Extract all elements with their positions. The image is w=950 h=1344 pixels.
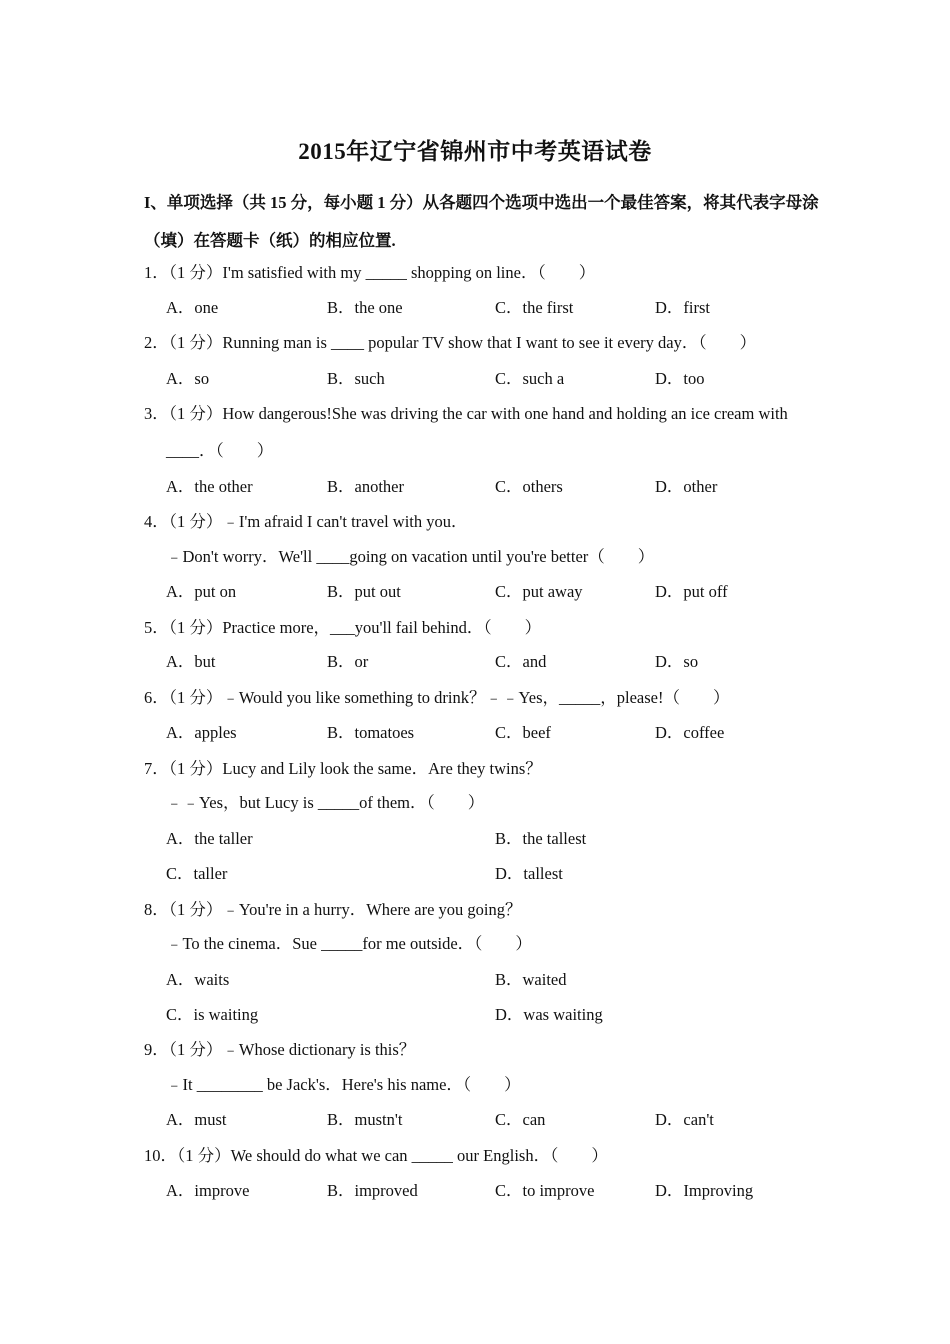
- question-8-stem: 8．（1 分）﹣You're in a hurry．Where are you going？: [144, 900, 522, 919]
- question-1-option-d: D．first: [655, 298, 710, 317]
- question-7-stem-line-2: ﹣﹣Yes，but Lucy is _____of them．（ ）: [166, 793, 485, 812]
- section-heading: I、单项选择（共 15 分，每小题 1 分）从各题四个选项中选出一个最佳答案，将其代表字母涂（填）在答题卡（纸）的相应位置.: [144, 193, 819, 250]
- question-9-stem: 9．（1 分）﹣Whose dictionary is this？: [144, 1040, 416, 1059]
- question-2-option-c: C．such a: [495, 369, 565, 388]
- question-8-option-d: D．was waiting: [495, 1005, 603, 1024]
- question-1-option-c: C．the first: [495, 298, 574, 317]
- question-6-option-a: A．apples: [166, 723, 237, 742]
- question-4-stem-line-2: ﹣Don't worry．We'll ____going on vacation until you're better（ ）: [166, 547, 655, 566]
- question-3-option-b: B．another: [327, 477, 404, 496]
- question-7-option-a: A．the taller: [166, 829, 253, 848]
- question-3-option-d: D．other: [655, 477, 718, 496]
- question-8-option-c: C．is waiting: [166, 1005, 259, 1024]
- question-10-option-b: B．improved: [327, 1181, 418, 1200]
- question-4-option-a: A．put on: [166, 582, 237, 601]
- question-3-option-c: C．others: [495, 477, 563, 496]
- question-5-option-c: C．and: [495, 652, 547, 671]
- question-9-option-a: A．must: [166, 1110, 227, 1129]
- question-10-option-a: A．improve: [166, 1181, 250, 1200]
- question-2-option-a: A．so: [166, 369, 210, 388]
- question-1-option-a: A．one: [166, 298, 219, 317]
- question-10-stem: 10．（1 分）We should do what we can _____ our English．（ ）: [144, 1146, 608, 1165]
- question-9-option-d: D．can't: [655, 1110, 714, 1129]
- question-7-option-c: C．taller: [166, 864, 228, 883]
- question-9-stem-line-2: ﹣It ________ be Jack's．Here's his name．（ ）: [166, 1075, 521, 1094]
- question-4-option-d: D．put off: [655, 582, 728, 601]
- question-1-stem: 1．（1 分）I'm satisfied with my _____ shopping on line．（ ）: [144, 263, 596, 282]
- question-4-option-b: B．put out: [327, 582, 401, 601]
- question-6-option-c: C．beef: [495, 723, 551, 742]
- question-10-option-d: D．Improving: [655, 1181, 754, 1200]
- question-7-option-d: D．tallest: [495, 864, 563, 883]
- question-4-stem: 4．（1 分）﹣I'm afraid I can't travel with you．: [144, 512, 468, 531]
- question-4-option-c: C．put away: [495, 582, 583, 601]
- question-2-option-b: B．such: [327, 369, 385, 388]
- question-7-option-b: B．the tallest: [495, 829, 587, 848]
- question-8-stem-line-2: ﹣To the cinema．Sue _____for me outside．（ ）: [166, 934, 532, 953]
- question-3-stem-line-2: ____．（ ）: [166, 441, 274, 460]
- question-9-option-c: C．can: [495, 1110, 546, 1129]
- question-2-option-d: D．too: [655, 369, 705, 388]
- question-8-option-a: A．waits: [166, 970, 230, 989]
- question-9-option-b: B．mustn't: [327, 1110, 403, 1129]
- question-3-option-a: A．the other: [166, 477, 253, 496]
- question-7-stem: 7．（1 分）Lucy and Lily look the same．Are they twins？: [144, 759, 542, 778]
- question-6-option-b: B．tomatoes: [327, 723, 415, 742]
- question-1-option-b: B．the one: [327, 298, 403, 317]
- question-8-option-b: B．waited: [495, 970, 567, 989]
- question-5-option-b: B．or: [327, 652, 369, 671]
- question-5-option-a: A．but: [166, 652, 216, 671]
- question-3-stem: 3．（1 分）How dangerous!She was driving the car with one hand and holding an ice cream with: [144, 404, 788, 423]
- question-6-stem: 6．（1 分）﹣Would you like something to drink？﹣﹣Yes，_____，please!（ ）: [144, 688, 730, 707]
- question-2-stem: 2．（1 分）Running man is ____ popular TV show that I want to see it every day．（ ）: [144, 333, 757, 352]
- question-5-option-d: D．so: [655, 652, 699, 671]
- question-10-option-c: C．to improve: [495, 1181, 595, 1200]
- page-title: 2015年辽宁省锦州市中考英语试卷: [298, 139, 652, 164]
- question-6-option-d: D．coffee: [655, 723, 725, 742]
- question-5-stem: 5．（1 分）Practice more，___you'll fail behind．（ ）: [144, 618, 542, 637]
